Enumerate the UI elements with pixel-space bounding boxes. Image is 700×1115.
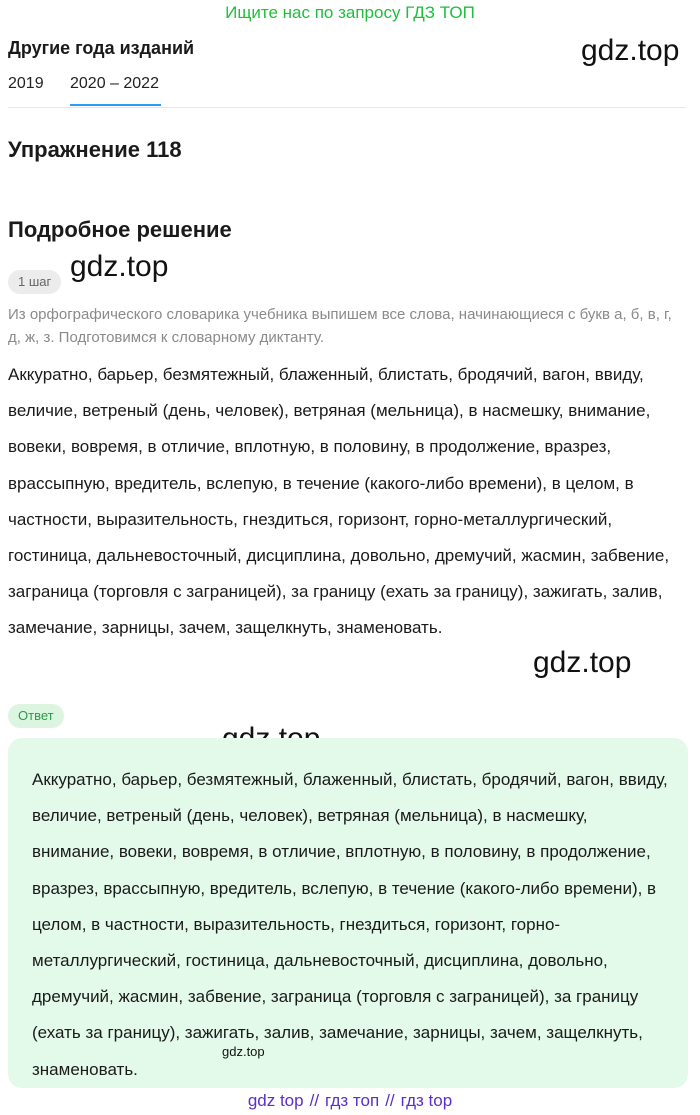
solution-body: Аккуратно, барьер, безмятежный, блаженный, блистать, бродячий, вагон, ввиду, величие, ветреный (день, человек), ветряная (мельница), в насмешку, внимание, вовеки, вовремя, в отличие, вплотную, в половину, в продолжение, вразрез, врассыпную, вредитель, вслепую, в течение (какого-либо времени), в целом, в частности, выразительность, гнездиться, горизонт, горно-металлургический, гостиница, дальневосточный, дисциплина, довольно, дремучий, жасмин, забвение, заграница (торговля с заграницей), за границу (ехать за границу), зажигать, залив, замечание, зарницы, зачем, защелкнуть, знаменовать. [8, 365, 670, 638]
solution-intro: Из орфографического словарика учебника выпишем все слова, начинающиеся с букв а, б, в, г, д, ж, з. Подготовимся к словарному диктанту. [8, 306, 672, 346]
step-badge: 1 шаг [8, 270, 61, 294]
answer-text: Аккуратно, барьер, безмятежный, блаженный, блистать, бродячий, вагон, ввиду, величие, ветреный (день, человек), ветряная (мельница), в насмешку, внимание, вовеки, вовремя, в отличие, вплотную, в половину, в продолжение, вразрез, врассыпную, вредитель, вслепую, в течение (какого-либо времени), в целом, в частности, выразительность, гнездиться, горизонт, горно-металлургический, гостиница, дальневосточный, дисциплина, довольно, дремучий, жасмин, забвение, заграница (торговля с заграницей), за границу (ехать за границу), зажигать, залив, замечание, зарницы, зачем, защелкнуть, знаменовать. [32, 770, 668, 1079]
footer-separator: // [309, 1091, 320, 1110]
footer-link-gdz-top-mixed[interactable]: гдз top [400, 1091, 453, 1110]
footer-link-gdz-top[interactable]: gdz top [247, 1091, 304, 1110]
tabs-divider [8, 107, 686, 108]
search-banner: Ищите нас по запросу ГДЗ ТОП [225, 3, 475, 22]
solution-title: Подробное решение [8, 217, 232, 242]
footer-separator: // [385, 1091, 395, 1110]
footer-links [0, 1090, 700, 1112]
exercise-title: Упражнение 118 [8, 137, 182, 162]
tab-2020-2022[interactable]: 2020 – 2022 [70, 75, 159, 92]
tab-2019[interactable]: 2019 [8, 75, 44, 92]
editions-title: Другие года изданий [8, 38, 195, 58]
watermark: gdz.top [70, 250, 169, 283]
active-tab-indicator [70, 104, 161, 106]
watermark-small: gdz.top [222, 1044, 265, 1059]
watermark: gdz.top [581, 34, 680, 67]
footer-link-gdz-top-ru[interactable]: гдз топ [325, 1091, 380, 1110]
watermark: gdz.top [533, 646, 632, 679]
answer-badge: Ответ [8, 704, 64, 728]
